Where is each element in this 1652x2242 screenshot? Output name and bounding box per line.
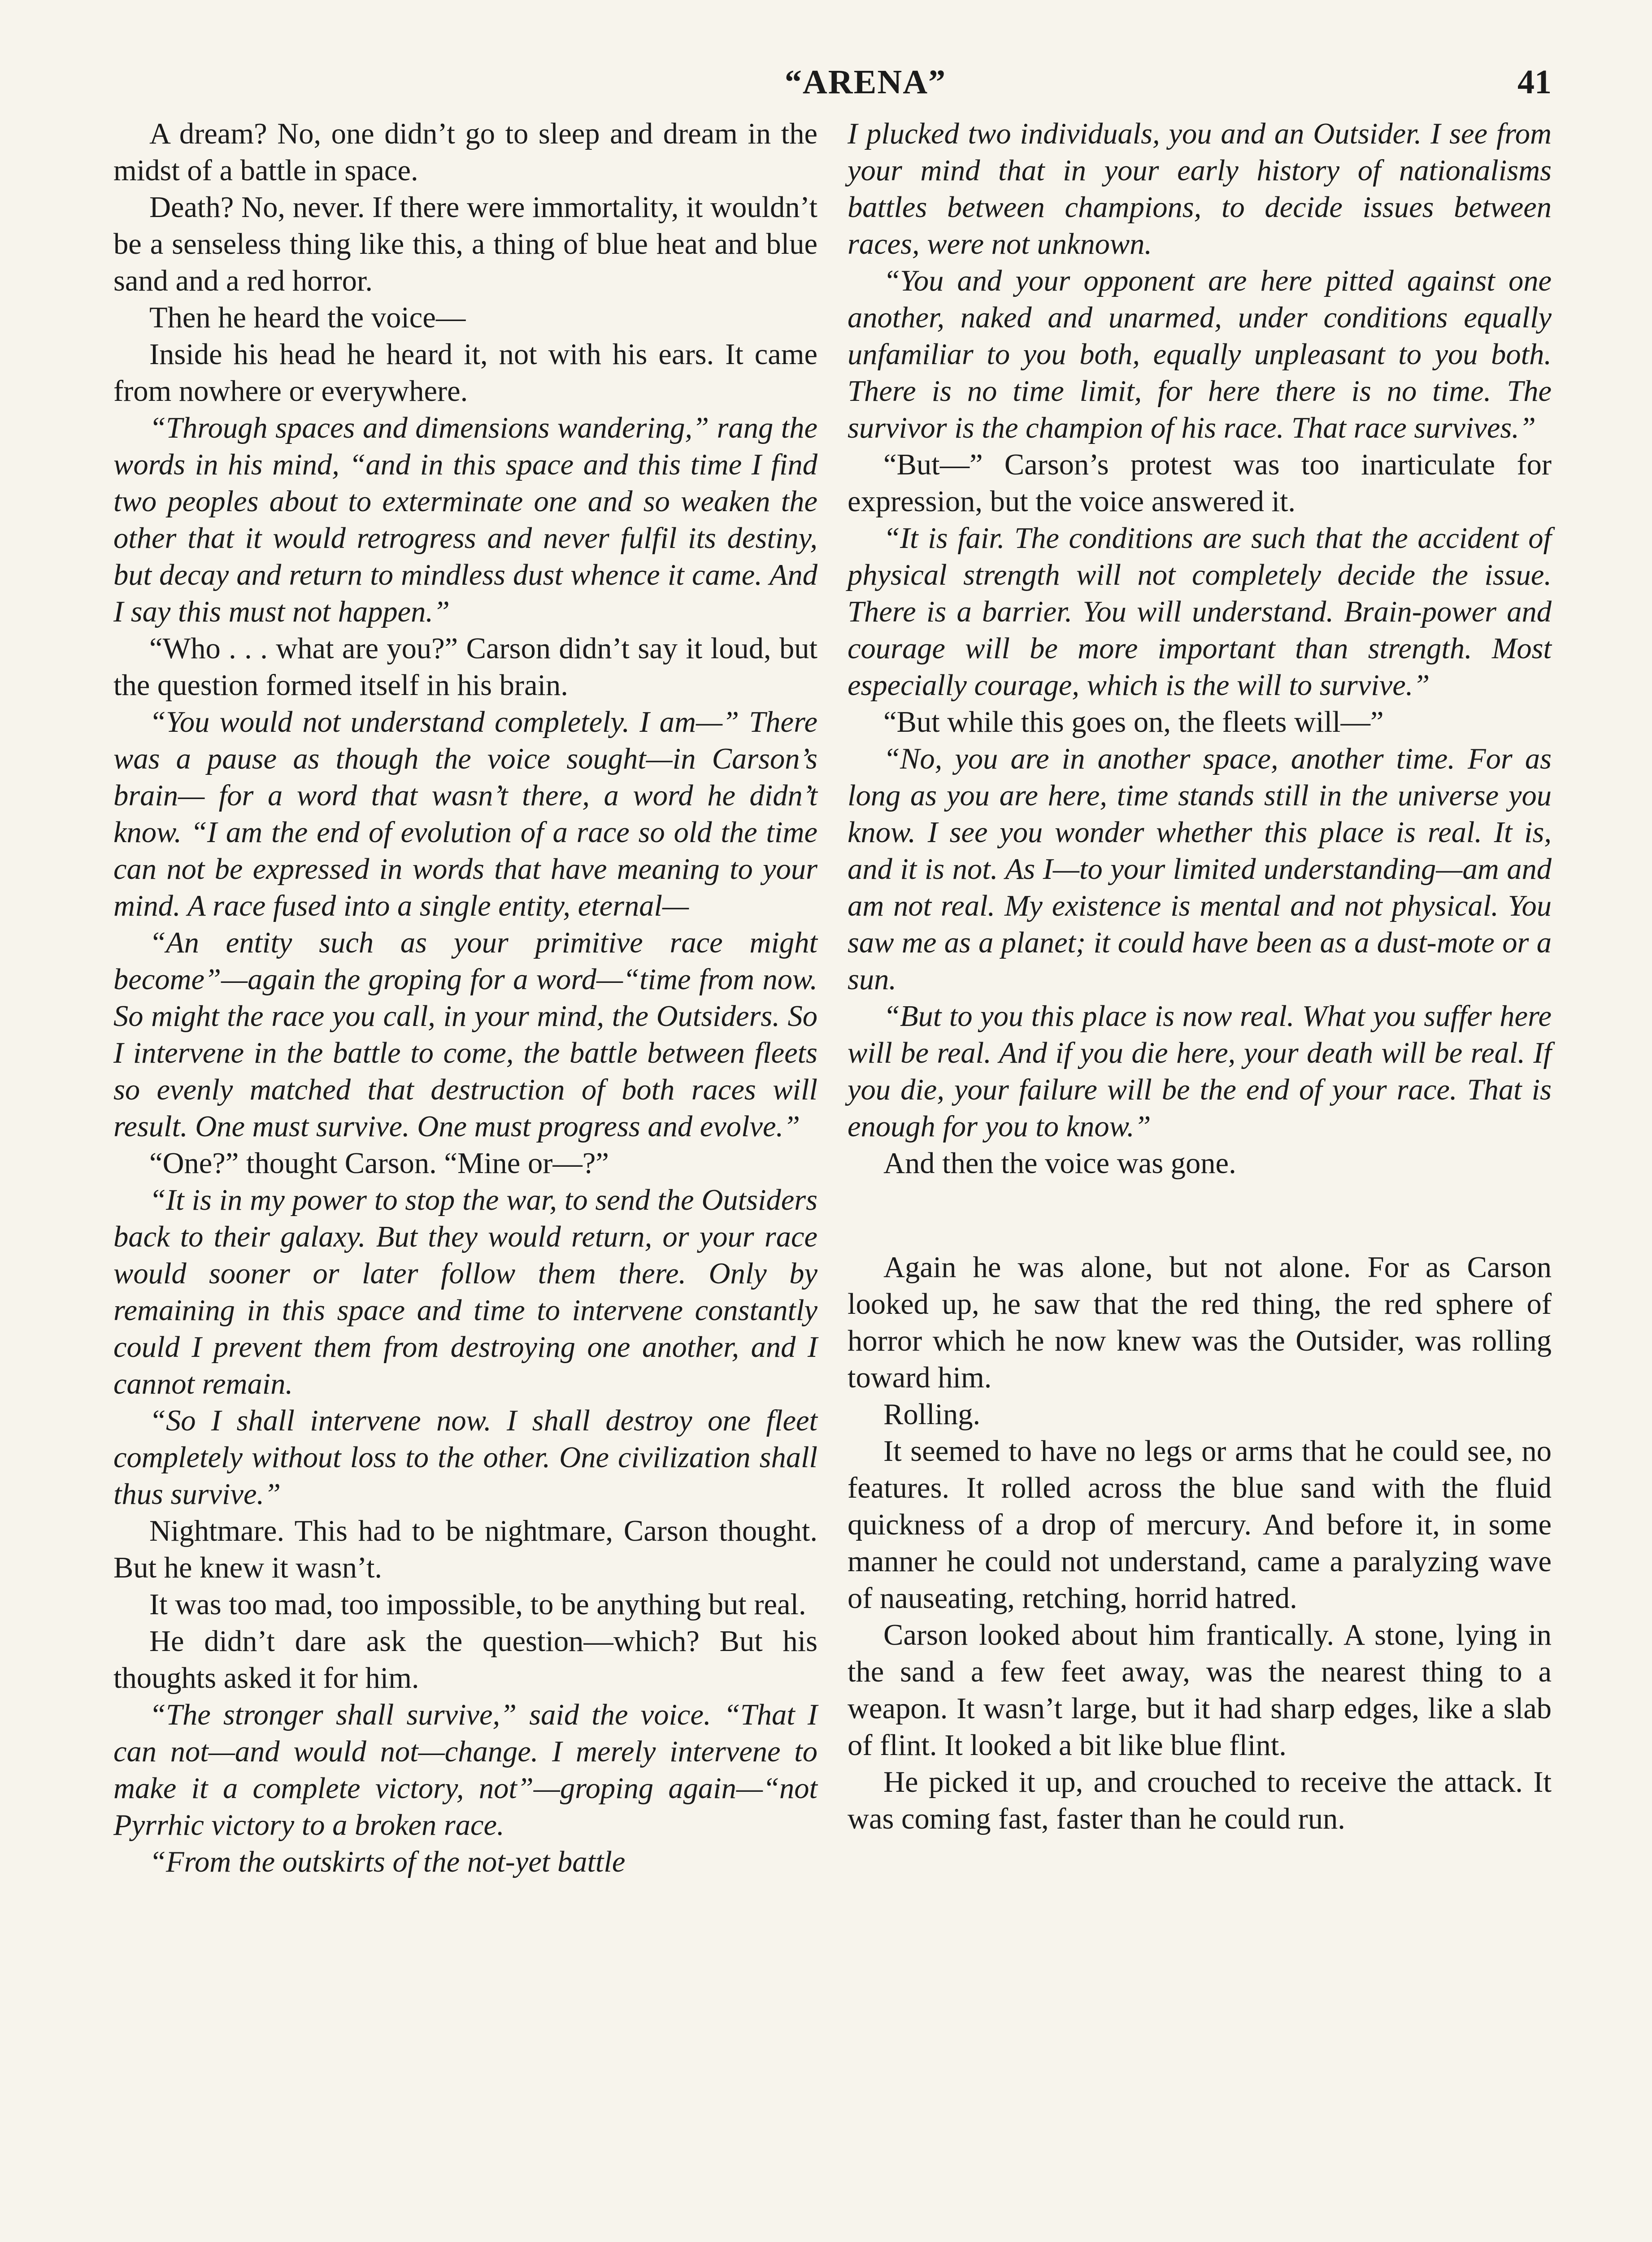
- paragraph: He picked it up, and crouched to receive the attack. It was coming fast, faster than he could run.: [848, 1766, 1552, 1835]
- paragraph: “It is in my power to stop the war, to send the Outsiders back to their galaxy. But they would return, or your race would sooner or later follow them there. Only by remaining in this space and time to intervene constantly could I prevent them from destroying one another, and I cannot remain.: [113, 1184, 817, 1400]
- paragraph: “But while this goes on, the fleets will—”: [883, 706, 1384, 739]
- paragraph: And then the voice was gone.: [883, 1147, 1236, 1180]
- paragraph: “The stronger shall survive,” said the voice. “That I can not—and would not—change. I merely intervene to make it a complete victory, not”—groping again—“not Pyrrhic victory to a broken race.: [113, 1699, 817, 1842]
- paragraph: “No, you are in another space, another time. For as long as you are here, time stands still in the universe you know. I see you wonder whether this place is real. It is, and it is not. As I—to your limited understanding—am and am not real. My existence is mental and not physical. You saw me as a planet; it could have been as a dust-mote or a sun.: [848, 743, 1552, 996]
- paragraph: Death? No, never. If there were immortality, it wouldn’t be a senseless thing like this, a thing of blue heat and blue sand and a red horror.: [113, 191, 817, 297]
- left-text-column: [113, 116, 817, 1881]
- page-number: 41: [1517, 63, 1552, 101]
- paragraph: I plucked two individuals, you and an Outsider. I see from your mind that in your early history of nationalisms battles between champions, to decide issues between races, were not unknown.: [848, 117, 1552, 261]
- paragraph: It seemed to have no legs or arms that he could see, no features. It rolled across the blue sand with the fluid quickness of a drop of mercury. And before it, in some manner he could not understand, came a paralyzing wave of nauseating, retching, horrid hatred.: [848, 1435, 1552, 1615]
- paragraph: “So I shall intervene now. I shall destroy one fleet completely without loss to the other. One civilization shall thus survive.”: [113, 1404, 817, 1511]
- paragraph: “You would not understand completely. I am—” There was a pause as though the voice sought—in Carson’s brain— for a word that wasn’t there, a word he didn’t know. “I am the end of evolution of a race so old the time can not be expressed in words that have meaning to your mind. A race fused into a single entity, eternal—: [113, 706, 817, 922]
- paragraph: Rolling.: [883, 1398, 981, 1431]
- paragraph: Again he was alone, but not alone. For as Carson looked up, he saw that the red thing, the red sphere of horror which he now knew was the Outsider, was rolling toward him.: [848, 1251, 1552, 1394]
- right-text-column: [848, 116, 1552, 1838]
- paragraph: He didn’t dare ask the question—which? But his thoughts asked it for him.: [113, 1625, 817, 1695]
- paragraph: “An entity such as your primitive race might become”—again the groping for a word—“time from now. So might the race you call, in your mind, the Outsiders. So I intervene in the battle to come, the battle between fleets so evenly matched that destruction of both races will result. One must survive. One must progress and evolve.”: [113, 926, 817, 1143]
- paragraph: “Through spaces and dimensions wandering,” rang the words in his mind, “and in this space and this time I find two peoples about to exterminate one and so weaken the other that it would retrogress and never fulfil its destiny, but decay and return to mindless dust whence it came. And I say this must not happen.”: [113, 412, 817, 628]
- paragraph: It was too mad, too impossible, to be anything but real.: [149, 1588, 806, 1621]
- paragraph: A dream? No, one didn’t go to sleep and dream in the midst of a battle in space.: [113, 117, 817, 187]
- paragraph: “You and your opponent are here pitted against one another, naked and unarmed, under conditions equally unfamiliar to you both, equally unpleasant to you both. There is no time limit, for here there is no time. The survivor is the champion of his race. That race survives.”: [848, 265, 1552, 444]
- paragraph: “From the outskirts of the not-yet battle: [149, 1846, 626, 1878]
- paragraph: “One?” thought Carson. “Mine or—?”: [149, 1147, 609, 1180]
- paragraph: “But to you this place is now real. What you suffer here will be real. And if you die here, your death will be real. If you die, your failure will be the end of your race. That is enough for you to know.”: [848, 1000, 1552, 1143]
- paragraph: “It is fair. The conditions are such that the accident of physical strength will not completely decide the issue. There is a barrier. You will understand. Brain-power and courage will be more important than strength. Most especially courage, which is the will to survive.”: [848, 522, 1552, 702]
- paragraph: “Who . . . what are you?” Carson didn’t say it loud, but the question formed itself in his brain.: [113, 632, 817, 702]
- paragraph: Carson looked about him frantically. A stone, lying in the sand a few feet away, was the nearest thing to a weapon. It wasn’t large, but it had sharp edges, like a slab of flint. It looked a bit like blue flint.: [848, 1619, 1552, 1762]
- paragraph: Then he heard the voice—: [149, 301, 466, 334]
- running-title: “ARENA”: [784, 63, 947, 101]
- paragraph: “But—” Carson’s protest was too inarticulate for expression, but the voice answered it.: [848, 448, 1552, 518]
- paragraph: Inside his head he heard it, not with his ears. It came from nowhere or everywhere.: [113, 338, 817, 408]
- paragraph: Nightmare. This had to be nightmare, Carson thought. But he knew it wasn’t.: [113, 1515, 817, 1584]
